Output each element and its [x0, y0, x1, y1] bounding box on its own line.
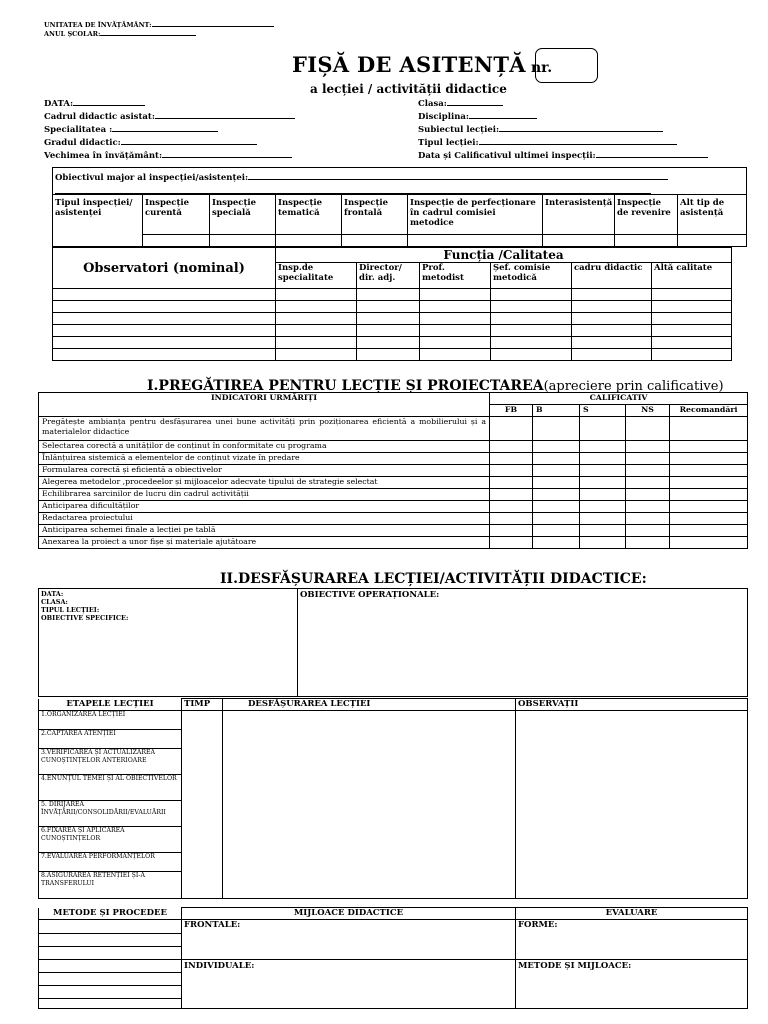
methods-line[interactable] [39, 920, 182, 934]
indicator-label: Alegerea metodelor ,procedeelor și mijloacelor adecvate tipului de strategie selectat [39, 477, 490, 489]
field-class-line[interactable] [447, 97, 503, 106]
stage-item: 5. DIRIJAREA ÎNVĂȚĂRII/CONSOLIDĂRII/EVALUĂRII [39, 801, 182, 827]
field-grade-label: Gradul didactic: [44, 138, 121, 148]
number-box[interactable] [535, 48, 598, 83]
field-data-label: DATA: [44, 99, 74, 109]
indicator-label: Pregătește ambianța pentru desfășurarea unei bune activități prin poziționarea eficientă a mobilierului și a materialelor didactice [39, 417, 490, 441]
field-class-label: Clasa: [418, 99, 447, 109]
indicator-label: Înlănțuirea sistemică a elementelor de conținut vizate în predare [39, 453, 490, 465]
indicator-row[interactable] [39, 537, 748, 549]
indicator-label: Redactarea proiectului [39, 513, 490, 525]
indicator-row[interactable] [39, 513, 748, 525]
individual-cell[interactable]: INDIVIDUALE: [182, 960, 516, 1009]
field-data-line[interactable] [73, 97, 145, 106]
observer-row[interactable] [53, 325, 732, 337]
stage-item: 1.ORGANIZAREA LECȚIEI [39, 711, 182, 730]
type-check-cell[interactable] [143, 235, 210, 247]
observations-cell[interactable] [516, 711, 748, 899]
field-grade-line[interactable] [121, 136, 257, 145]
title-nr: nr. [530, 60, 553, 76]
methods-table [38, 907, 748, 1009]
methods-line[interactable] [39, 934, 182, 947]
rating-b: B [533, 405, 580, 417]
methods-line[interactable] [39, 999, 182, 1009]
field-seniority-line[interactable] [162, 149, 292, 158]
col-lesson-flow: DESFĂȘURAREA LECȚIEI [223, 699, 516, 711]
indicator-label: Echilibrarea sarcinilor de lucru din cadrul activității [39, 489, 490, 501]
indicator-row[interactable] [39, 465, 748, 477]
objective-label: Obiectivul major al inspecției/asistenței: [55, 173, 249, 183]
type-thematic: Inspecție tematică [276, 195, 342, 235]
observer-row[interactable] [53, 313, 732, 325]
field-last-inspection-line[interactable] [596, 149, 708, 158]
methods-means-cell[interactable]: METODE ȘI MIJLOACE: [516, 960, 748, 1009]
info-lesson-type-label: TIPUL LECȚIEI: [41, 606, 100, 614]
objective-row [53, 168, 747, 195]
indicator-label: Anexarea la proiect a unor fișe și materiale ajutătoare [39, 537, 490, 549]
stage-item: 7.EVALUAREA PERFORMANȚELOR [39, 853, 182, 872]
field-lesson-type-line[interactable] [479, 136, 677, 145]
lesson-info-table [38, 588, 748, 697]
year-field [44, 27, 196, 38]
type-check-cell[interactable] [408, 235, 543, 247]
type-followup: Inspecție de revenire [615, 195, 678, 235]
col-teacher: cadru didactic [572, 263, 652, 289]
field-specialty-line[interactable] [112, 123, 218, 132]
col-observations: OBSERVAȚII [516, 699, 748, 711]
operational-objectives-cell[interactable]: OBIECTIVE OPERAȚIONALE: [298, 589, 748, 697]
document-title [292, 52, 552, 77]
unit-line[interactable] [152, 18, 274, 27]
type-frontal: Inspecție frontală [342, 195, 408, 235]
inspection-type-label: Tipul inspecției/ asistenței [53, 195, 143, 247]
indicator-label: Selectarea corectă a unităților de conținut în conformitate cu programa [39, 441, 490, 453]
unit-label: UNITATEA DE ÎNVĂȚĂMÂNT: [44, 21, 152, 29]
observer-row[interactable] [53, 301, 732, 313]
observers-table [52, 247, 732, 361]
observer-row[interactable] [53, 349, 732, 361]
section2-heading: II.DESFĂȘURAREA LECȚIEI/ACTIVITĂȚII DIDACTICE: [220, 571, 647, 587]
methods-line[interactable] [39, 947, 182, 960]
stage-item: 2.CAPTAREA ATENȚIEI [39, 730, 182, 749]
section1-note: (apreciere prin calificative) [543, 379, 724, 394]
stage-item: 8.ASIGURAREA RETENȚIEI ȘI-A TRANSFERULUI [39, 872, 182, 899]
observer-row[interactable] [53, 337, 732, 349]
field-lesson-type-label: Tipul lecției: [418, 138, 479, 148]
type-check-cell[interactable] [342, 235, 408, 247]
indicator-row[interactable] [39, 453, 748, 465]
indicators-header: INDICATORI URMĂRIȚI [39, 393, 490, 417]
objective-line[interactable] [248, 171, 668, 180]
col-methodist: Prof. metodist [420, 263, 491, 289]
col-director: Director/ dir. adj. [357, 263, 420, 289]
field-subject-label: Subiectul lecției: [418, 125, 500, 135]
indicators-table [38, 392, 748, 549]
stages-table [38, 698, 748, 899]
type-current: Inspecție curentă [143, 195, 210, 235]
methods-line[interactable] [39, 986, 182, 999]
indicator-label: Anticiparea schemei finale a lecției pe tablă [39, 525, 490, 537]
methods-line[interactable] [39, 960, 182, 973]
function-label: Funcția /Calitatea [276, 248, 732, 263]
info-date-label: DATA: [41, 590, 64, 598]
type-check-cell[interactable] [210, 235, 276, 247]
frontal-cell[interactable]: FRONTALE: [182, 920, 516, 960]
field-teacher-label: Cadrul didactic asistat: [44, 112, 155, 122]
objective-line-2[interactable] [55, 185, 651, 194]
lesson-flow-cell[interactable] [223, 711, 516, 899]
rating-s: S [580, 405, 626, 417]
observer-row[interactable] [53, 289, 732, 301]
title-main: FIȘĂ DE ASITENȚĂ [292, 52, 526, 77]
section1-heading: I.PREGĂTIREA PENTRU LECȚIE ȘI PROIECTAREA [147, 378, 544, 394]
indicator-row[interactable] [39, 477, 748, 489]
stage-item: 4.ENUNȚUL TEMEI ȘI AL OBIECTIVELOR [39, 775, 182, 801]
evaluation-header: EVALUARE [516, 908, 748, 920]
stage-item: 3.VERIFICAREA ȘI ACTUALIZAREA CUNOȘTINȚELOR ANTERIOARE [39, 749, 182, 775]
col-inspector: Insp.de specialitate [276, 263, 357, 289]
forms-cell[interactable]: FORME: [516, 920, 748, 960]
indicator-row[interactable] [39, 441, 748, 453]
methods-header: METODE ȘI PROCEDEE [39, 908, 182, 920]
field-discipline-line[interactable] [469, 110, 537, 119]
fields-left [44, 97, 295, 162]
field-specialty-label: Specialitatea : [44, 125, 113, 135]
field-teacher-line[interactable] [155, 110, 295, 119]
stage-item: 6.FIXAREA ȘI APLICAREA CUNOȘTINȚELOR [39, 827, 182, 853]
observers-label: Observatori (nominal) [53, 248, 276, 289]
rating-fb: FB [490, 405, 533, 417]
indicator-row[interactable] [39, 501, 748, 513]
fields-right [418, 97, 708, 162]
indicator-label: Formularea corectă și eficientă a obiectivelor [39, 465, 490, 477]
year-label: ANUL ȘCOLAR: [44, 30, 101, 38]
col-stages: ETAPELE LECȚIEI [39, 699, 182, 711]
indicator-row[interactable] [39, 489, 748, 501]
type-check-cell[interactable] [543, 235, 615, 247]
col-time: TIMP [182, 699, 223, 711]
type-interassistance: Interasistență [543, 195, 615, 235]
field-subject-line[interactable] [499, 123, 663, 132]
rating-recommendations: Recomandări [670, 405, 748, 417]
info-class-label: CLASA: [41, 598, 68, 606]
lesson-info-cell[interactable] [39, 589, 298, 697]
col-other: Altă calitate [652, 263, 732, 289]
field-seniority-label: Vechimea în învățământ: [44, 151, 163, 161]
inspection-table [52, 167, 747, 247]
time-cell[interactable] [182, 711, 223, 899]
type-improvement: Inspecție de perfecționare în cadrul comisiei metodice [408, 195, 543, 235]
rating-header: CALIFICATIV [490, 393, 748, 405]
indicator-label: Anticiparea dificultăților [39, 501, 490, 513]
info-specific-objectives-label: OBIECTIVE SPECIFICE: [41, 614, 129, 622]
year-line[interactable] [100, 27, 196, 36]
type-check-cell[interactable] [678, 235, 747, 247]
title-subtitle: a lecției / activității didactice [310, 82, 507, 96]
type-check-cell[interactable] [615, 235, 678, 247]
col-committee-head: Șef. comisie metodică [491, 263, 572, 289]
field-last-inspection-label: Data și Calificativul ultimei inspecții: [418, 151, 596, 161]
rating-ns: NS [626, 405, 670, 417]
type-special: Inspecție specială [210, 195, 276, 235]
methods-line[interactable] [39, 973, 182, 986]
means-header: MIJLOACE DIDACTICE [182, 908, 516, 920]
indicator-row[interactable] [39, 525, 748, 537]
type-check-cell[interactable] [276, 235, 342, 247]
indicator-row[interactable] [39, 417, 748, 441]
field-discipline-label: Disciplina: [418, 112, 470, 122]
type-other: Alt tip de asistență [678, 195, 747, 235]
